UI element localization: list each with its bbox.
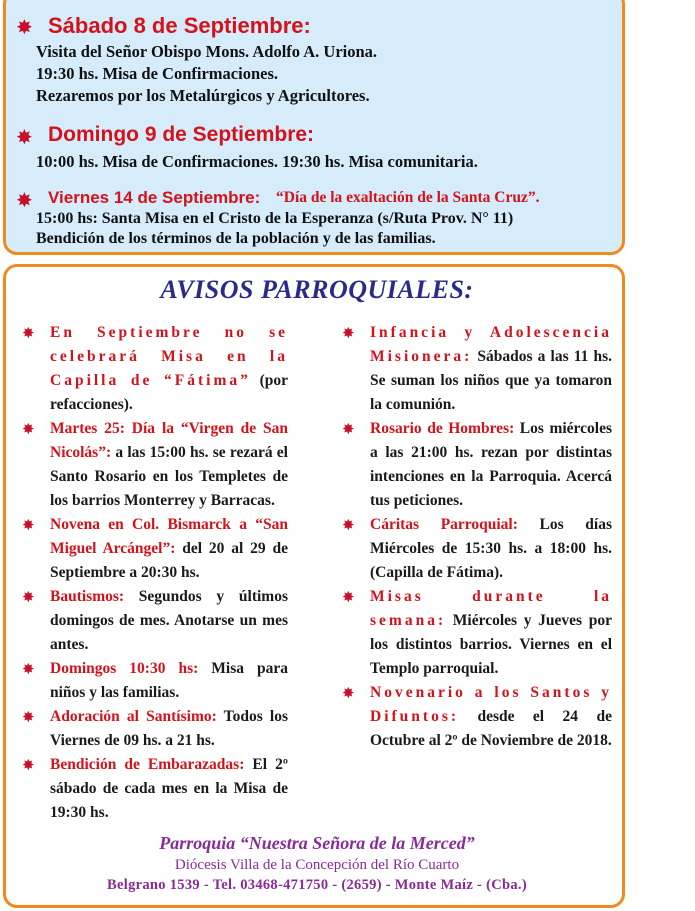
- aviso-item: [20, 321, 288, 417]
- aviso-highlight: En Septiembre no se celebrará Misa en la Capilla de “Fátima”: [50, 324, 288, 389]
- aviso-highlight: Cáritas Parroquial:: [370, 516, 518, 533]
- aviso-text: del 20 al 29 de Septiembre a 20:30 hs.: [50, 540, 288, 581]
- aviso-text: Misa para niños y las familias.: [50, 660, 289, 701]
- event-title: Viernes 14 de Septiembre:: [48, 188, 261, 207]
- aviso-item: [340, 321, 612, 417]
- asterisk-star-icon: ✸: [22, 516, 35, 534]
- aviso-item: [20, 585, 288, 657]
- aviso-item: [340, 585, 612, 681]
- asterisk-star-icon: ✸: [342, 324, 355, 342]
- asterisk-star-icon: ✸: [22, 660, 35, 678]
- aviso-item: [340, 513, 612, 585]
- asterisk-star-icon: ✸: [16, 15, 33, 39]
- asterisk-star-icon: ✸: [16, 125, 33, 149]
- avisos-left-column: [20, 321, 288, 825]
- aviso-highlight: Infancia y Adolescencia Misionera:: [370, 324, 612, 365]
- diocese-name: Diócesis Villa de la Concepción del Río Cuarto: [174, 857, 460, 873]
- avisos-title: AVISOS PARROQUIALES:: [160, 275, 474, 304]
- aviso-item: [340, 681, 612, 753]
- asterisk-star-icon: ✸: [342, 588, 355, 606]
- aviso-text: (por refacciones).: [50, 372, 288, 413]
- event-line: 10:00 hs. Misa de Confirmaciones. 19:30 hs. Misa comunitaria.: [36, 152, 478, 171]
- event-line: Rezaremos por los Metalúrgicos y Agricultores.: [36, 86, 370, 105]
- asterisk-star-icon: ✸: [22, 420, 35, 438]
- event-line: 15:00 hs: Santa Misa en el Cristo de la Esperanza (s/Ruta Prov. N° 11): [36, 210, 514, 227]
- aviso-highlight: Martes 25: Día la “Virgen de San Nicolás”:: [50, 420, 288, 461]
- aviso-item: [20, 513, 288, 585]
- aviso-item: [340, 417, 612, 513]
- aviso-text: El 2º sábado de cada mes en la Misa de 19:30 hs.: [50, 756, 288, 821]
- avisos-box: [3, 264, 625, 908]
- event-line: Visita del Señor Obispo Mons. Adolfo A. Uriona.: [36, 42, 378, 61]
- aviso-text: Miércoles y Jueves por los distintos barrios. Viernes en el Templo parroquial.: [370, 612, 612, 677]
- event-title: Domingo 9 de Septiembre:: [48, 123, 315, 146]
- asterisk-star-icon: ✸: [22, 324, 35, 342]
- aviso-highlight: Novena en Col. Bismarck a “San Miguel Arcángel”:: [50, 516, 288, 557]
- asterisk-star-icon: ✸: [22, 708, 35, 726]
- aviso-highlight: Misas durante la semana:: [370, 588, 612, 629]
- aviso-highlight: Adoración al Santísimo:: [50, 708, 217, 725]
- event-line: 19:30 hs. Misa de Confirmaciones.: [36, 64, 278, 83]
- aviso-highlight: Bendición de Embarazadas:: [50, 756, 245, 773]
- aviso-highlight: Rosario de Hombres:: [370, 420, 515, 437]
- avisos-right-column: [340, 321, 612, 753]
- aviso-item: [20, 705, 288, 753]
- aviso-text: Segundos y últimos domingos de mes. Anotarse un mes antes.: [50, 588, 288, 653]
- aviso-text: Todos los Viernes de 09 hs. a 21 hs.: [50, 708, 288, 749]
- events-box: [3, 0, 625, 255]
- aviso-item: [20, 657, 288, 705]
- event-title: Sábado 8 de Septiembre:: [48, 13, 311, 38]
- aviso-item: [20, 417, 288, 513]
- asterisk-star-icon: ✸: [16, 188, 33, 212]
- aviso-text: a las 15:00 hs. se rezará el Santo Rosario en los Templetes de los barrios Monterrey y Barracas.: [50, 444, 288, 509]
- event-subtitle: “Día de la exaltación de la Santa Cruz”.: [276, 189, 540, 206]
- aviso-text: desde el 24 de Octubre al 2º de Noviembre de 2018.: [370, 708, 612, 749]
- asterisk-star-icon: ✸: [342, 420, 355, 438]
- parish-name: Parroquia “Nuestra Señora de la Merced”: [159, 833, 475, 853]
- asterisk-star-icon: ✸: [22, 756, 35, 774]
- parish-address: Belgrano 1539 - Tel. 03468-471750 - (2659) - Monte Maíz - (Cba.): [107, 877, 527, 893]
- aviso-highlight: Novenario a los Santos y Difuntos:: [370, 684, 612, 725]
- aviso-highlight: Bautismos:: [50, 588, 125, 605]
- asterisk-star-icon: ✸: [22, 588, 35, 606]
- aviso-text: Los días Miércoles de 15:30 hs. a 18:00 hs. (Capilla de Fátima).: [370, 516, 612, 581]
- aviso-text: Sábados a las 11 hs. Se suman los niños que ya tomaron la comunión.: [370, 348, 612, 413]
- event-line: Bendición de los términos de la población y de las familias.: [36, 230, 436, 247]
- aviso-item: [20, 753, 288, 825]
- asterisk-star-icon: ✸: [342, 684, 355, 702]
- asterisk-star-icon: ✸: [342, 516, 355, 534]
- aviso-text: Los miércoles a las 21:00 hs. rezan por distintas intenciones en la Parroquia. Acercá tus peticiones.: [370, 420, 612, 509]
- aviso-highlight: Domingos 10:30 hs:: [50, 660, 199, 677]
